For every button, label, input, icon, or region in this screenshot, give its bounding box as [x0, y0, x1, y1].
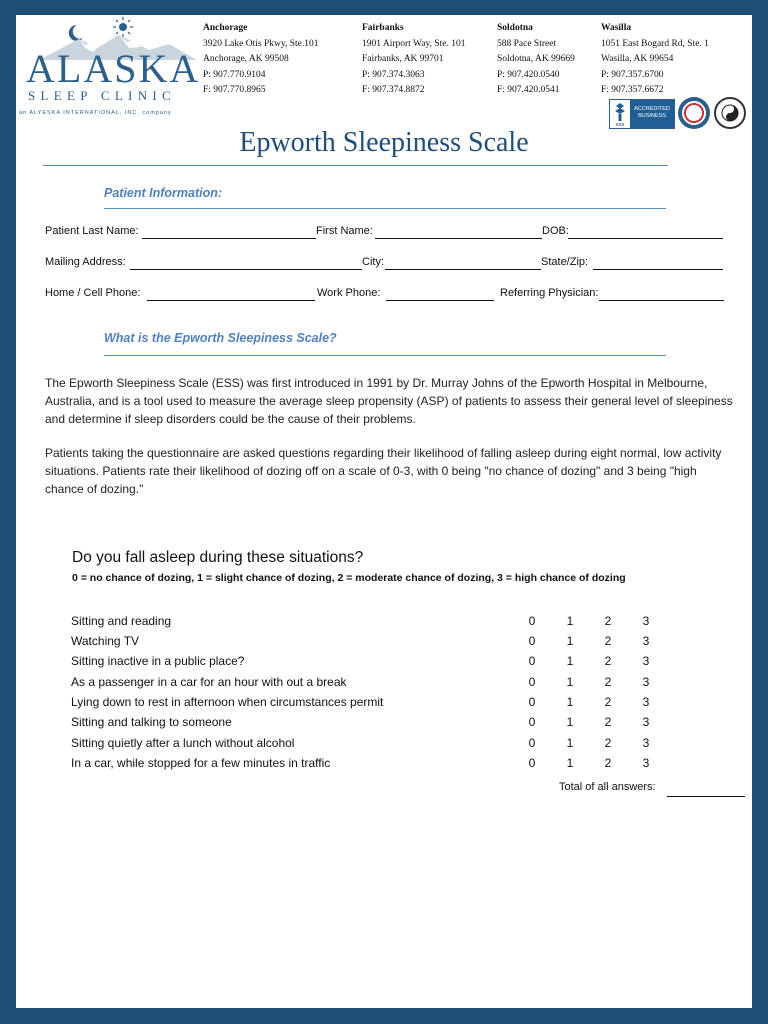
- option-0[interactable]: 0: [528, 614, 536, 628]
- option-3[interactable]: 3: [642, 614, 650, 628]
- question-row: [71, 632, 691, 652]
- option-3[interactable]: 3: [642, 736, 650, 750]
- home-phone-label: Home / Cell Phone:: [45, 287, 141, 299]
- work-phone-field[interactable]: [386, 300, 494, 301]
- dob-field[interactable]: [568, 238, 723, 239]
- state-zip-label: State/Zip:: [541, 256, 589, 268]
- mailing-address-label: Mailing Address:: [45, 256, 126, 268]
- office-phone: P: 907.770.9104: [203, 69, 266, 80]
- page-title: Epworth Sleepiness Scale: [239, 127, 529, 158]
- office-fax: F: 907.420.0541: [497, 85, 560, 95]
- first-name-field[interactable]: [375, 238, 542, 239]
- option-1[interactable]: 1: [566, 715, 574, 729]
- question-text: Watching TV: [71, 634, 140, 648]
- option-3[interactable]: 3: [642, 715, 650, 729]
- scale-legend: 0 = no chance of dozing, 1 = slight chance of dozing, 2 = moderate chance of dozing, 3 = high chance of dozing: [72, 572, 626, 584]
- office-fairbanks: [362, 21, 465, 99]
- office-name: Soldotna: [497, 23, 533, 33]
- question-row: [71, 713, 691, 733]
- office-phone: P: 907.420.0540: [497, 69, 560, 80]
- yin-yang-badge-icon: [714, 97, 746, 129]
- city-label: City:: [362, 256, 384, 268]
- option-0[interactable]: 0: [528, 634, 536, 648]
- option-1[interactable]: 1: [566, 614, 574, 628]
- option-2[interactable]: 2: [604, 756, 612, 770]
- home-phone-field[interactable]: [147, 300, 315, 301]
- question-text: Lying down to rest in afternoon when circumstances permit: [71, 695, 384, 709]
- logo-subtitle: SLEEP CLINIC: [28, 88, 176, 103]
- office-city: Wasilla, AK 99654: [601, 54, 674, 64]
- title-divider: [43, 165, 668, 166]
- office-fax: F: 907.357.6672: [601, 85, 664, 95]
- state-zip-field[interactable]: [593, 269, 723, 270]
- clinic-logo: [19, 15, 209, 125]
- total-label: Total of all answers:: [559, 781, 656, 793]
- option-1[interactable]: 1: [566, 695, 574, 709]
- office-phone: P: 907.357.6700: [601, 69, 664, 80]
- question-row: [71, 693, 691, 713]
- office-fax: F: 907.374.8872: [362, 85, 425, 95]
- office-anchorage: [203, 21, 319, 99]
- office-city: Fairbanks, AK 99701: [362, 54, 444, 64]
- option-3[interactable]: 3: [642, 634, 650, 648]
- city-field[interactable]: [385, 269, 541, 270]
- option-3[interactable]: 3: [642, 654, 650, 668]
- question-row: [71, 734, 691, 754]
- bbb-text: BBB: [615, 122, 625, 127]
- question-row: [71, 754, 691, 774]
- office-fax: F: 907.770.8965: [203, 85, 266, 95]
- office-name: Anchorage: [203, 23, 248, 33]
- option-2[interactable]: 2: [604, 614, 612, 628]
- office-wasilla: [601, 21, 709, 99]
- referring-physician-field[interactable]: [599, 300, 724, 301]
- about-heading: What is the Epworth Sleepiness Scale?: [104, 331, 337, 345]
- option-2[interactable]: 2: [604, 695, 612, 709]
- patient-info-heading: Patient Information:: [104, 186, 223, 200]
- bbb-accredited-badge: [609, 99, 675, 129]
- office-name: Fairbanks: [362, 23, 404, 33]
- option-1[interactable]: 1: [566, 654, 574, 668]
- bbb-accredited-text: ACCREDITED BUSINESS: [630, 100, 674, 128]
- question-row: [71, 652, 691, 672]
- mailing-address-field[interactable]: [130, 269, 362, 270]
- seal-badge-icon: [678, 97, 710, 129]
- last-name-label: Patient Last Name:: [45, 225, 139, 237]
- option-3[interactable]: 3: [642, 695, 650, 709]
- option-0[interactable]: 0: [528, 654, 536, 668]
- option-0[interactable]: 0: [528, 675, 536, 689]
- form-page: [16, 15, 752, 1008]
- total-field[interactable]: [667, 796, 745, 797]
- logo-wordmark: ALASKA: [26, 46, 201, 91]
- office-address: 1901 Airport Way, Ste. 101: [362, 38, 466, 49]
- office-address: 3920 Lake Otis Pkwy, Ste.101: [203, 38, 319, 49]
- option-0[interactable]: 0: [528, 715, 536, 729]
- referring-physician-label: Referring Physician:: [500, 287, 599, 299]
- office-city: Anchorage, AK 99508: [203, 54, 289, 64]
- question-row: [71, 673, 691, 693]
- office-name: Wasilla: [601, 23, 632, 33]
- patient-info-divider: [104, 208, 666, 209]
- work-phone-label: Work Phone:: [317, 287, 381, 299]
- dob-label: DOB:: [542, 225, 569, 237]
- option-0[interactable]: 0: [528, 756, 536, 770]
- question-text: Sitting inactive in a public place?: [71, 654, 245, 668]
- question-text: Sitting and talking to someone: [71, 715, 232, 729]
- option-2[interactable]: 2: [604, 715, 612, 729]
- office-address: 1051 East Bogard Rd, Ste. 1: [601, 38, 709, 49]
- option-0[interactable]: 0: [528, 695, 536, 709]
- first-name-label: First Name:: [316, 225, 373, 237]
- office-soldotna: [497, 21, 575, 99]
- question-text: As a passenger in a car for an hour with out a break: [71, 675, 347, 689]
- logo-tagline: an ALYESKA INTERNATIONAL, INC. company: [19, 110, 172, 116]
- question-row: [71, 612, 691, 632]
- question-text: Sitting and reading: [71, 614, 172, 628]
- option-0[interactable]: 0: [528, 736, 536, 750]
- option-1[interactable]: 1: [566, 756, 574, 770]
- about-divider: [104, 355, 666, 356]
- option-1[interactable]: 1: [566, 634, 574, 648]
- about-paragraph-2: Patients taking the questionnaire are asked questions regarding their likelihood of falling asleep during eight normal, low activity situations. Patients rate their likelihood of dozing off on a scale of 0-3, with 0 being "no chance of dozing" and 3 being "high chance of dozing.": [45, 446, 722, 496]
- bbb-torch-icon: [610, 100, 630, 128]
- office-phone: P: 907.374.3063: [362, 69, 425, 80]
- option-2[interactable]: 2: [604, 654, 612, 668]
- option-2[interactable]: 2: [604, 634, 612, 648]
- question-text: In a car, while stopped for a few minutes in traffic: [71, 756, 331, 770]
- office-address: 588 Pace Street: [497, 38, 557, 49]
- question-text: Sitting quietly after a lunch without alcohol: [71, 736, 295, 750]
- office-city: Soldotna, AK 99669: [497, 54, 575, 64]
- questionnaire-heading: Do you fall asleep during these situations?: [72, 549, 364, 566]
- option-3[interactable]: 3: [642, 756, 650, 770]
- option-1[interactable]: 1: [566, 736, 574, 750]
- option-2[interactable]: 2: [604, 675, 612, 689]
- option-1[interactable]: 1: [566, 675, 574, 689]
- option-3[interactable]: 3: [642, 675, 650, 689]
- about-paragraph-1: The Epworth Sleepiness Scale (ESS) was first introduced in 1991 by Dr. Murray Johns of the Epworth Hospital in Melbourne, Australia, and is a tool used to measure the average sleep propensity (ASP) of patients to assess their general level of sleepiness and determine if sleep disorders could be the cause of their problems.: [45, 376, 733, 426]
- option-2[interactable]: 2: [604, 736, 612, 750]
- last-name-field[interactable]: [142, 238, 316, 239]
